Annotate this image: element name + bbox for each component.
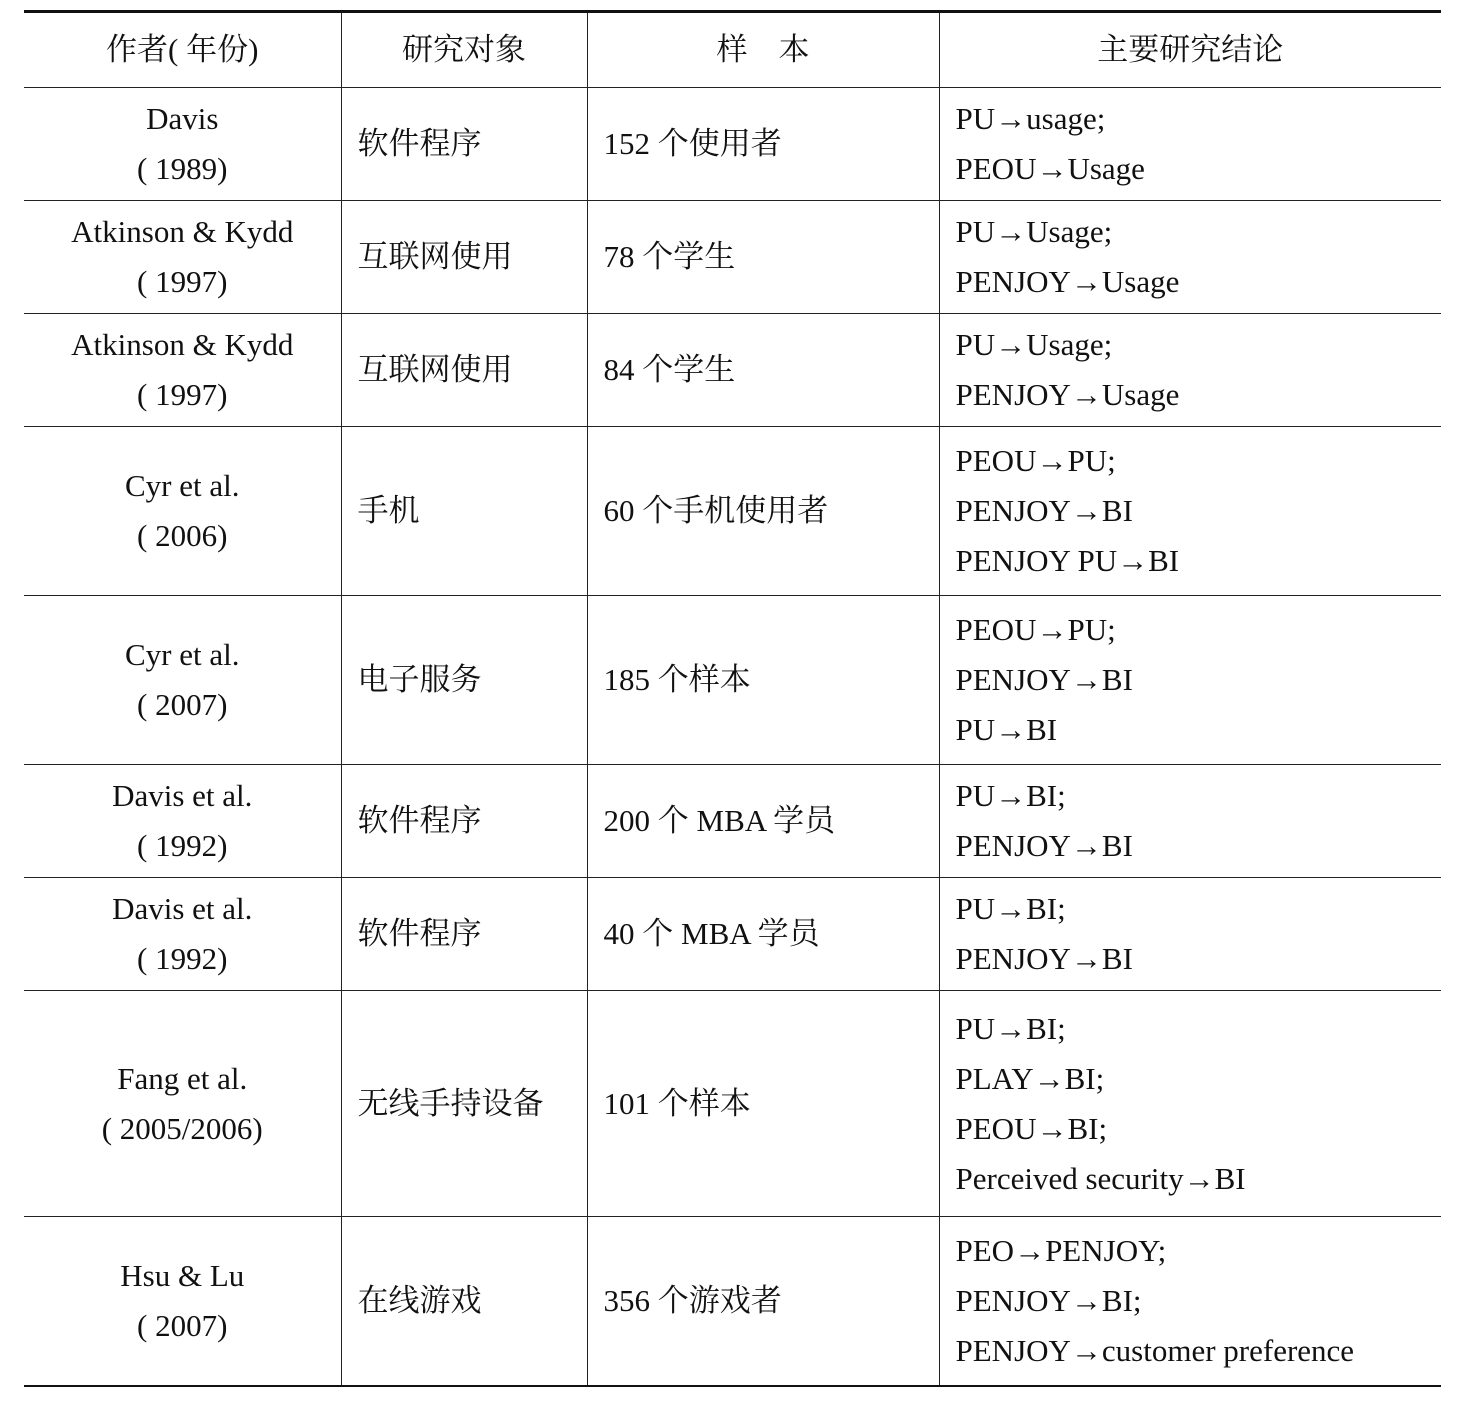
author-name: Davis: [146, 101, 219, 136]
conclusion-cell: [939, 991, 1441, 1217]
conclusion-cell: [939, 201, 1441, 314]
table-row: [24, 314, 1441, 427]
author-year: ( 2006): [137, 518, 228, 553]
conclusion-line: PU→Usage;: [955, 327, 1113, 362]
header-object: 研究对象: [341, 12, 587, 88]
table-body: [24, 88, 1441, 1386]
sample-cell: 78 个学生: [587, 201, 939, 314]
header-row: [24, 12, 1441, 88]
table-row: [24, 765, 1441, 878]
conclusion-line: PENJOY→Usage: [955, 377, 1180, 412]
object-cell: 软件程序: [341, 878, 587, 991]
author-cell: [24, 878, 341, 991]
conclusion-line: PENJOY→BI;: [955, 1282, 1142, 1318]
author-cell: [24, 314, 341, 427]
object-cell: 手机: [341, 427, 587, 596]
table-row: [24, 1217, 1441, 1386]
author-year: ( 2005/2006): [101, 1110, 263, 1146]
author-name: Fang et al.: [117, 1060, 248, 1096]
object-cell: 在线游戏: [341, 1217, 587, 1386]
conclusion-line: Perceived security→BI: [955, 1160, 1246, 1196]
table-header: [24, 12, 1441, 88]
conclusion-line: PEO→PENJOY;: [955, 1232, 1167, 1268]
author-year: ( 1989): [137, 151, 228, 186]
conclusion-cell: [939, 314, 1441, 427]
conclusion-line: PU→BI: [955, 712, 1058, 747]
sample-cell: 152 个使用者: [587, 88, 939, 201]
object-cell: 互联网使用: [341, 201, 587, 314]
conclusion-line: PEOU→PU;: [955, 612, 1116, 647]
conclusion-line: PU→Usage;: [955, 214, 1113, 249]
author-name: Atkinson & Kydd: [71, 327, 294, 362]
object-cell: 电子服务: [341, 596, 587, 765]
conclusion-line: PENJOY→customer preference: [955, 1332, 1355, 1368]
author-year: ( 1997): [137, 264, 228, 299]
conclusion-line: PEOU→BI;: [955, 1110, 1108, 1146]
conclusion-cell: [939, 765, 1441, 878]
author-cell: [24, 201, 341, 314]
sample-cell: 200 个 MBA 学员: [587, 765, 939, 878]
conclusion-line: PLAY→BI;: [955, 1060, 1105, 1096]
conclusion-line: PENJOY PU→BI: [955, 543, 1180, 578]
conclusion-line: PEOU→PU;: [955, 443, 1116, 478]
conclusion-line: PENJOY→Usage: [955, 264, 1180, 299]
author-name: Davis et al.: [112, 891, 253, 926]
sample-cell: 84 个学生: [587, 314, 939, 427]
literature-table: [24, 10, 1441, 1387]
author-name: Hsu & Lu: [120, 1257, 245, 1293]
conclusion-cell: [939, 427, 1441, 596]
conclusion-cell: [939, 1217, 1441, 1386]
sample-cell: 356 个游戏者: [587, 1217, 939, 1386]
conclusion-cell: [939, 88, 1441, 201]
author-year: ( 1992): [137, 828, 228, 863]
conclusion-line: PEOU→Usage: [955, 151, 1145, 186]
conclusion-line: PENJOY→BI: [955, 662, 1133, 697]
table-row: [24, 991, 1441, 1217]
conclusion-line: PU→usage;: [955, 101, 1106, 136]
conclusion-line: PU→BI;: [955, 891, 1066, 926]
object-cell: 无线手持设备: [341, 991, 587, 1217]
table-row: [24, 427, 1441, 596]
sample-cell: 60 个手机使用者: [587, 427, 939, 596]
author-year: ( 1997): [137, 377, 228, 412]
object-cell: 互联网使用: [341, 314, 587, 427]
author-cell: [24, 1217, 341, 1386]
object-cell: 软件程序: [341, 88, 587, 201]
conclusion-line: PENJOY→BI: [955, 493, 1133, 528]
sample-cell: 185 个样本: [587, 596, 939, 765]
conclusion-cell: [939, 878, 1441, 991]
sample-cell: 101 个样本: [587, 991, 939, 1217]
sample-cell: 40 个 MBA 学员: [587, 878, 939, 991]
table-row: [24, 88, 1441, 201]
conclusion-line: PU→BI;: [955, 1010, 1066, 1046]
author-year: ( 2007): [137, 1307, 228, 1343]
author-cell: [24, 427, 341, 596]
header-sample: 样 本: [587, 12, 939, 88]
conclusion-line: PENJOY→BI: [955, 941, 1133, 976]
author-cell: [24, 765, 341, 878]
header-author: 作者( 年份): [24, 12, 341, 88]
author-name: Cyr et al.: [125, 468, 240, 503]
conclusion-cell: [939, 596, 1441, 765]
author-name: Davis et al.: [112, 778, 253, 813]
object-cell: 软件程序: [341, 765, 587, 878]
author-name: Atkinson & Kydd: [71, 214, 294, 249]
author-year: ( 2007): [137, 687, 228, 722]
author-cell: [24, 88, 341, 201]
author-year: ( 1992): [137, 941, 228, 976]
author-cell: [24, 991, 341, 1217]
conclusion-line: PENJOY→BI: [955, 828, 1133, 863]
table-row: [24, 596, 1441, 765]
table-row: [24, 878, 1441, 991]
author-name: Cyr et al.: [125, 637, 240, 672]
table-row: [24, 201, 1441, 314]
author-cell: [24, 596, 341, 765]
header-conclusion: 主要研究结论: [939, 12, 1441, 88]
conclusion-line: PU→BI;: [955, 778, 1066, 813]
